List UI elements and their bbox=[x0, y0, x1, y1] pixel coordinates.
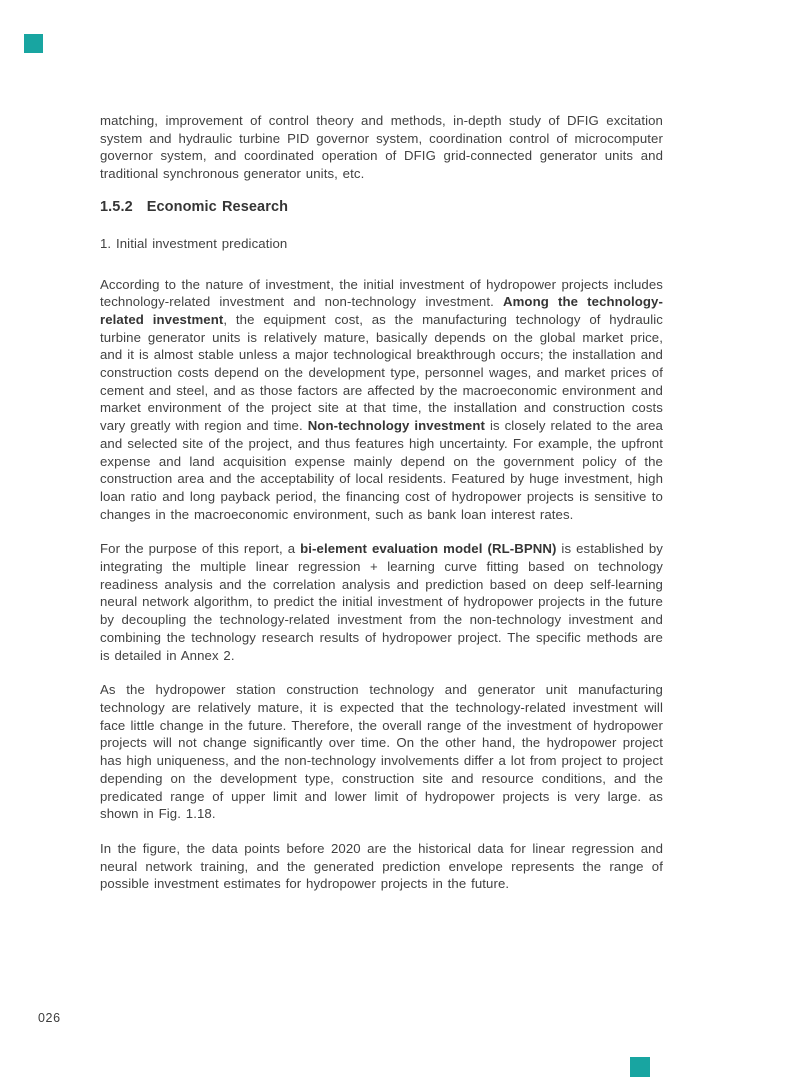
text-run: matching, improvement of control theory and methods, in-depth study of DFIG excitation system and hydraulic turbine PID governor system, coordination control of microcomputer governor system, and coordinated operation of DFIG grid-connected generator units and traditional synchronous generator units, etc. bbox=[100, 113, 663, 182]
text-run: , the equipment cost, as the manufacturing technology of hydraulic turbine generator units is relatively mature, basically depends on the global market price, and it is almost stable unless a major technological breakthrough occurs; the installation and construction costs depend on the development type, personnel wages, and market prices of cement and steel, and as those factors are affected by the macroeconomic environment and market environment of the project site at that time, the installation and construction costs vary greatly with region and time. bbox=[100, 311, 663, 434]
body-paragraph bbox=[100, 540, 663, 664]
numbered-subheading: 1. Initial investment predication bbox=[100, 235, 288, 251]
text-run: is established by integrating the multiple linear regression + learning curve fitting based on technology readiness analysis and the correlation analysis and prediction based on deep self-learning neural network algorithm, to predict the initial investment of hydropower projects in the future by decoupling the technology-related investment from the non-technology investment and combining the technology research results of hydropower project. The specific methods are is detailed in Annex 2. bbox=[100, 541, 663, 663]
body-paragraph bbox=[100, 276, 663, 524]
section-number: 1.5.2 bbox=[100, 198, 133, 215]
body-paragraph bbox=[100, 112, 663, 183]
text-run: In the figure, the data points before 2020 are the historical data for linear regression and neural network training, and the generated prediction envelope represents the range of possible investment estimates for hydropower projects in the future. bbox=[100, 840, 663, 892]
document-body bbox=[100, 112, 663, 910]
text-run: According to the nature of investment, the initial investment of hydropower projects includes technology-related investment and non-technology investment. bbox=[100, 276, 663, 310]
emphasis-text: bi-element evaluation model (RL-BPNN) bbox=[300, 541, 557, 557]
text-run: As the hydropower station construction technology and generator unit manufacturing technology are relatively mature, it is expected that the technology-related investment will face little change in the future. Therefore, the overall range of the investment of hydropower projects will not change significantly over time. On the other hand, the hydropower project has high uniqueness, and the non-technology involvements differ a lot from project to project depending on the development type, construction site and resource conditions, and the predicated range of upper limit and lower limit of hydropower projects is very large. as shown in Fig. 1.18. bbox=[100, 682, 663, 822]
emphasis-text: Among the technology-related investment bbox=[100, 294, 663, 327]
body-paragraph bbox=[100, 840, 663, 893]
body-paragraph bbox=[100, 681, 663, 823]
text-run: For the purpose of this report, a bbox=[100, 541, 301, 557]
emphasis-text: Non-technology investment bbox=[307, 418, 486, 434]
page-number: 026 bbox=[38, 1011, 61, 1025]
text-run: is closely related to the area and selected site of the project, and thus features high uncertainty. For example, the upfront expense and land acquisition expense mainly depend on the government policy of the construction area and the acceptability of local residents. Featured by huge investment, high loan ratio and long payback period, the financing cost of hydropower projects is sensitive to changes in the macroeconomic environment, such as bank loan interest rates. bbox=[100, 418, 663, 522]
section-heading bbox=[100, 200, 663, 215]
page-bottom-accent-mark bbox=[630, 1057, 650, 1077]
page-corner-accent-mark bbox=[24, 34, 43, 53]
section-title: Economic Research bbox=[146, 198, 289, 215]
